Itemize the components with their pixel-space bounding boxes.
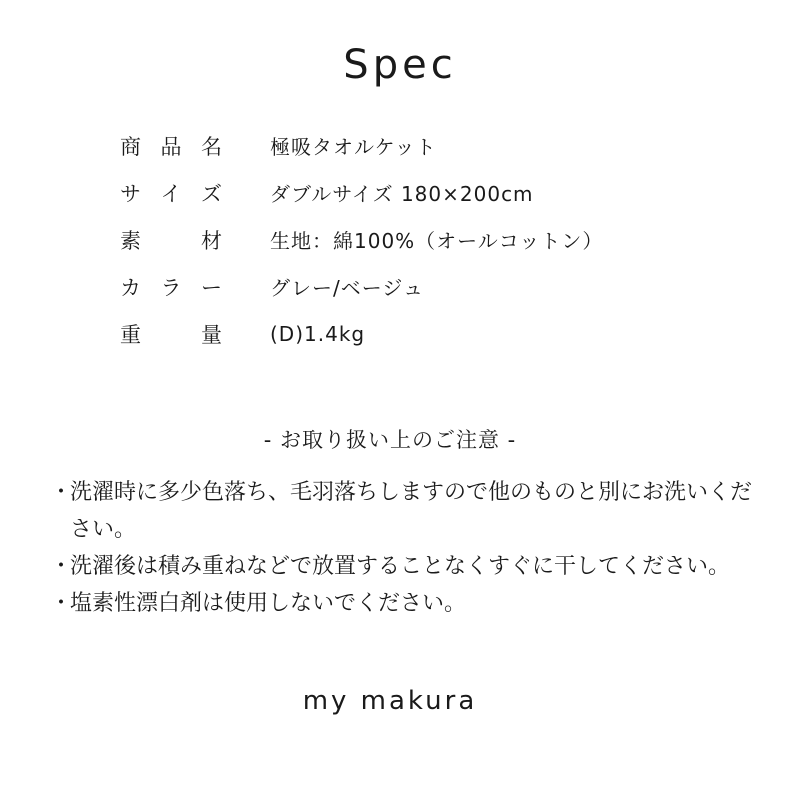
spec-label-char: サ	[120, 181, 141, 206]
spec-label	[120, 131, 270, 161]
note-text: 洗濯後は積み重ねなどで放置することなくすぐに干してください。	[70, 554, 731, 579]
spec-label-char: ズ	[201, 181, 222, 206]
spec-value: 極吸タオルケット	[270, 135, 437, 159]
note-text: 塩素性漂白剤は使用しないでください。	[70, 591, 467, 616]
spec-label-char: イ	[160, 181, 182, 206]
page-title: Spec	[343, 42, 457, 88]
spec-value: ダブルサイズ 180×200cm	[270, 182, 534, 206]
spec-label	[120, 178, 270, 208]
spec-row-weight	[120, 310, 740, 357]
bullet: ・	[50, 591, 73, 616]
spec-value: グレー/ベージュ	[270, 276, 424, 300]
spec-row-size	[120, 169, 740, 216]
spec-row-product	[120, 122, 740, 169]
spec-label-char: 名	[201, 134, 222, 159]
list-item	[50, 474, 770, 548]
spec-label	[120, 319, 270, 349]
notes-heading: - お取り扱い上のご注意 -	[263, 428, 517, 452]
spec-label-char: ラ	[160, 275, 182, 300]
spec-value: 生地：綿100%（オールコットン）	[270, 229, 604, 253]
list-item	[50, 585, 770, 622]
spec-label-char: 品	[160, 134, 182, 159]
spec-label-char: 材	[201, 228, 222, 253]
notes-list	[50, 474, 770, 622]
spec-row-material	[120, 216, 740, 263]
brand-logo: my makura	[302, 686, 478, 716]
spec-label-char: 量	[201, 322, 222, 347]
spec-label-char: 商	[120, 134, 141, 159]
spec-label	[120, 272, 270, 302]
bullet: ・	[50, 480, 73, 505]
spec-label-char: 素	[120, 228, 141, 253]
bullet: ・	[50, 554, 73, 579]
spec-label-char: 重	[120, 322, 141, 347]
spec-label	[120, 225, 270, 255]
spec-label-char: カ	[120, 275, 141, 300]
list-item	[50, 548, 770, 585]
note-text: 洗濯時に多少色落ち、毛羽落ちしますので他のものと別にお洗いください。	[70, 480, 753, 542]
spec-table	[120, 122, 740, 357]
spec-value: (D)1.4kg	[270, 321, 366, 346]
spec-row-color	[120, 263, 740, 310]
spec-label-char: ー	[201, 275, 222, 300]
